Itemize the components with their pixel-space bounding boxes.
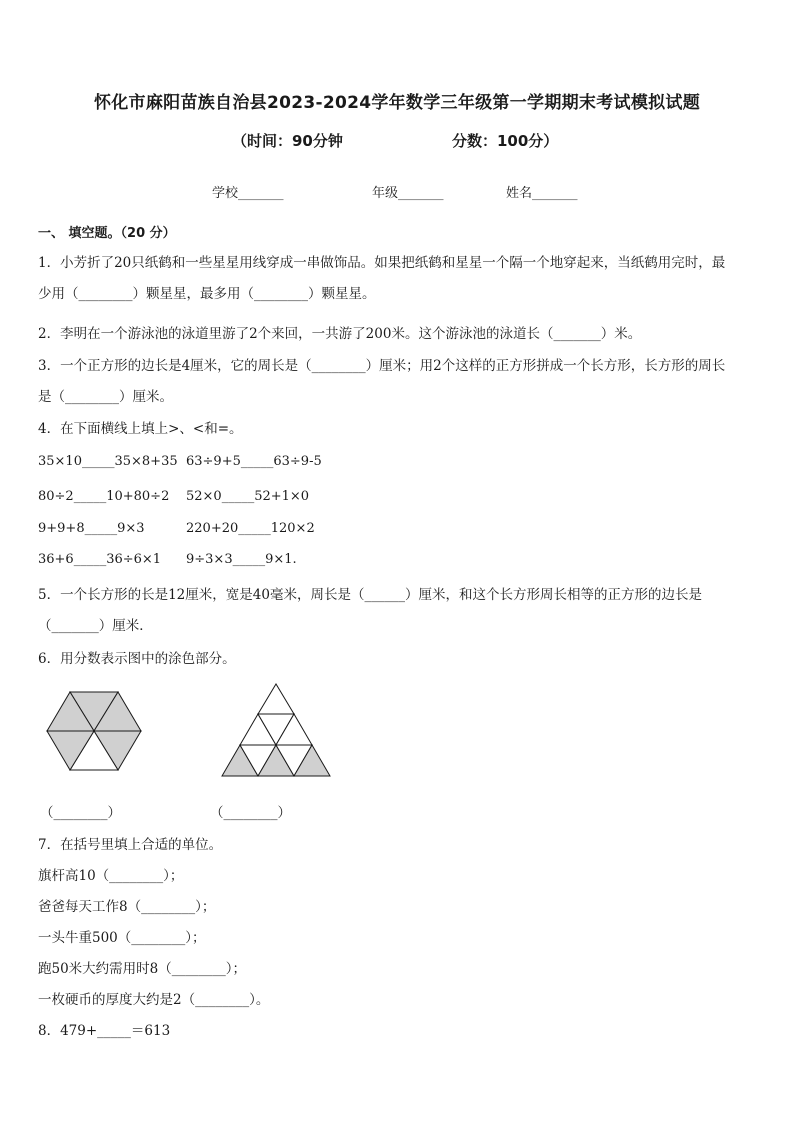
comparison-item: 63÷9+5_____63÷9-5 — [186, 454, 322, 469]
question-3-line-1: 3．一个正方形的边长是4厘米，它的周长是（________）厘米；用2个这样的正方形拼成一个长方形，长方形的周长 — [38, 358, 726, 374]
comparison-item: 220+20_____120×2 — [186, 521, 315, 536]
question-6: 6．用分数表示图中的涂色部分。 — [38, 651, 236, 667]
question-8: 8．479+_____＝613 — [38, 1023, 171, 1039]
page-title: 怀化市麻阳苗族自治县2023-2024学年数学三年级第一学期期末考试模拟试题 — [93, 93, 701, 113]
answer-blank-triangle[interactable]: （________） — [210, 805, 291, 821]
exam-score: 分数：100分） — [452, 132, 559, 150]
question-5-line-1: 5．一个长方形的长是12厘米，宽是40毫米，周长是（______）厘米，和这个长方形周长相等的正方形的边长是 — [38, 587, 702, 603]
triangle-figure — [220, 682, 332, 778]
section-heading: 一、 填空题。（20 分） — [38, 226, 176, 241]
grade-field: 年级_______ — [372, 186, 444, 201]
triangle-piece — [258, 684, 294, 714]
question-5-line-2: （_______）厘米． — [38, 618, 153, 634]
comparison-item: 36+6_____36÷6×1 — [38, 552, 162, 567]
question-7-item: 一枚硬币的厚度大约是2（________）。 — [38, 992, 270, 1008]
question-7-item: 一头牛重500（________）； — [38, 930, 206, 946]
question-4: 4．在下面横线上填上>、<和=。 — [38, 421, 243, 437]
exam-time: （时间：90分钟 — [232, 132, 343, 150]
school-field: 学校_______ — [212, 186, 284, 201]
question-1-line-2: 少用（________）颗星星，最多用（________）颗星星。 — [38, 286, 376, 302]
comparison-item: 52×0_____52+1×0 — [186, 489, 310, 504]
question-2: 2．李明在一个游泳池的泳道里游了2个来回，一共游了200米。这个游泳池的泳道长（_______）米。 — [38, 326, 642, 342]
question-3-line-2: 是（________）厘米。 — [38, 389, 173, 405]
hexagon-figure — [44, 690, 144, 774]
question-7-item: 跑50米大约需用时8（________）； — [38, 961, 247, 977]
comparison-item: 9+9+8_____9×3 — [38, 521, 145, 536]
comparison-item: 9÷3×3_____9×1. — [186, 552, 297, 567]
question-7-item: 旗杆高10（________）； — [38, 868, 184, 884]
comparison-item: 35×10_____35×8+35 — [38, 454, 178, 469]
comparison-item: 80÷2_____10+80÷2 — [38, 489, 170, 504]
question-7: 7．在括号里填上合适的单位。 — [38, 837, 223, 853]
name-field: 姓名_______ — [506, 186, 578, 201]
question-1-line-1: 1．小芳折了20只纸鹤和一些星星用线穿成一串做饰品。如果把纸鹤和星星一个隔一个地穿起来，当纸鹤用完时，最 — [38, 255, 726, 271]
answer-blank-hexagon[interactable]: （________） — [40, 805, 121, 821]
question-7-item: 爸爸每天工作8（________）； — [38, 899, 216, 915]
